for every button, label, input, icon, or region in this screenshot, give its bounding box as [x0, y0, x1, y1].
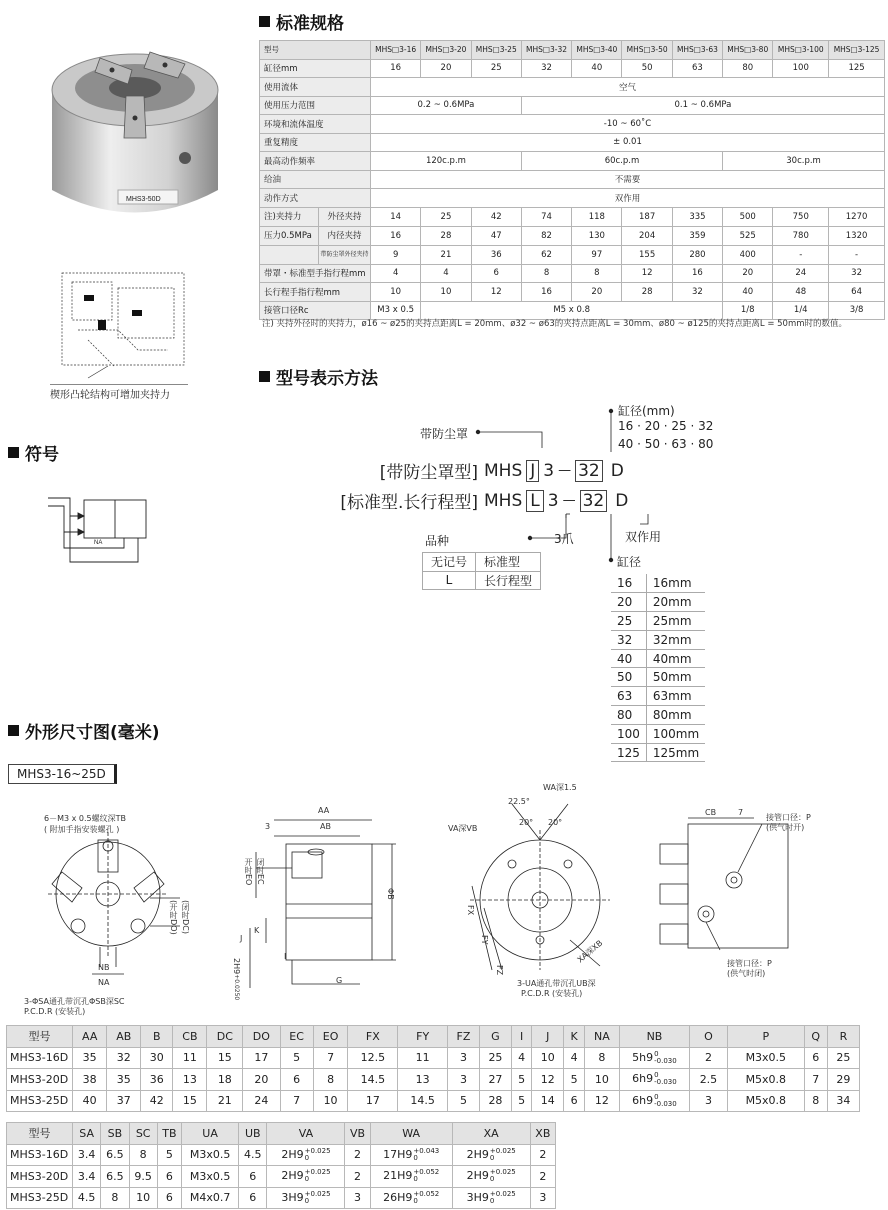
spec-row-bore: 缸径mm 16 20 25 32 40 50 63 80 100 125 — [260, 59, 885, 78]
label-m3-note: ( 附加手指安装螺孔 ) — [44, 825, 120, 834]
label-h9: 2H9+0.0250 — [232, 958, 241, 1001]
label-ab: AB — [320, 822, 331, 831]
section-model-code-heading: 型号表示方法 — [259, 364, 378, 389]
variety-row: L 长行程型 — [423, 571, 541, 590]
spec-header-row: 型号 MHS□3-16 MHS□3-20 MHS□3-25 MHS□3-32 MHS□3-40 MHS□3-50 MHS□3-63 MHS□3-80 MHS□3-100 MHS□3-125 — [260, 41, 885, 60]
label-ec: 闭时EC — [256, 858, 265, 885]
spec-row-temperature: 环境和流体温度 -10 ~ 60˚C — [260, 115, 885, 134]
label-deg-20-b: 20° — [548, 818, 563, 827]
spec-row-stroke-long: 长行程手指行程mm 10 10 12 16 20 28 32 40 48 64 — [260, 283, 885, 302]
section-spec-heading: 标准规格 — [259, 9, 344, 34]
label-sa: 3-ΦSA通孔带沉孔ΦSB深SC — [24, 997, 125, 1006]
spec-row-force-dust: 带防尘罩外径夹持 9 21 36 62 97 155 280 400 - - — [260, 245, 885, 264]
table-row: MHS3-25D 40 37 42 15 21 24 7 10 17 14.5 5 28 5 14 6 12 6h9 0 -0.030 3 M5x0.8 8 34 — [7, 1090, 860, 1112]
dimension-table-1-header: 型号 AA AB B CB DC DO EC EO FX FY FZ G I J K NA NB O P Q R — [7, 1026, 860, 1048]
bore-row: 32 32mm — [611, 630, 705, 649]
section-dimensions-heading: 外形尺寸图(毫米) — [8, 718, 160, 743]
spec-row-fluid: 使用流体 空气 — [260, 78, 885, 97]
bore-row: 25 25mm — [611, 612, 705, 631]
bore-row: 125 125mm — [611, 743, 705, 762]
dimension-table-2 — [6, 1122, 556, 1209]
table-row: MHS3-16D 35 32 30 11 15 17 5 7 12.5 11 3 25 4 10 4 8 5h9 0 -0.030 2 M3x0.5 6 25 — [7, 1047, 860, 1069]
label-na: NA — [98, 978, 110, 987]
section-symbol-heading: 符号 — [8, 440, 59, 465]
product-photo — [40, 30, 230, 230]
table-row: MHS3-16D 3.4 6.5 8 5 M3x0.5 4.5 2H9 +0.025 0 2 17H9 +0.043 0 2H9 +0.025 0 2 — [7, 1144, 556, 1166]
label-phib: ΦB — [386, 888, 395, 900]
model-code-bore-label: 缸径 — [617, 555, 642, 569]
model-code-double-acting: 双作用 — [625, 530, 662, 544]
label-pcdr-2: P.C.D.R (安装孔) — [521, 989, 583, 998]
table-row: MHS3-20D 38 35 36 13 18 20 6 8 14.5 13 3 27 5 12 5 10 6h9 0 -0.030 2.5 M5x0.8 7 29 — [7, 1069, 860, 1091]
label-k: K — [254, 926, 260, 935]
spec-row-frequency: 最高动作频率 120c.p.m 60c.p.m 30c.p.m — [260, 152, 885, 171]
label-deg-22-5: 22.5° — [508, 797, 530, 806]
dimension-table-1 — [6, 1025, 860, 1112]
spec-row-repeatability: 重复精度 ± 0.01 — [260, 133, 885, 152]
label-va: VA深VB — [448, 824, 478, 833]
bore-row: 80 80mm — [611, 706, 705, 725]
bore-row: 20 20mm — [611, 593, 705, 612]
label-fx: FX — [466, 905, 475, 916]
model-code-line-2: [标准型.长行程型] MHS L 3 — 32 D — [340, 490, 629, 513]
drawing-tab: MHS3-16~25D — [8, 764, 117, 784]
spec-row-pressure: 使用压力范围 0.2 ~ 0.6MPa 0.1 ~ 0.6MPa — [260, 96, 885, 115]
label-m3: 6－M3 x 0.5螺纹深TB — [44, 814, 126, 823]
spec-row-port: 接管口径Rc M3 x 0.5 M5 x 0.8 1/8 1/4 3/8 — [260, 301, 885, 320]
wedge-cam-diagram — [58, 270, 193, 382]
model-code-variety-label: 品种 — [425, 534, 450, 548]
bore-row: 50 50mm — [611, 668, 705, 687]
bottom-view-drawing — [450, 790, 620, 990]
bore-row: 40 40mm — [611, 649, 705, 668]
spec-row-stroke-standard: 带罩・标准型手指行程mm 4 4 6 8 8 12 16 20 24 32 — [260, 264, 885, 283]
spec-row-force-internal: 压力0.5MPa 内径夹持 16 28 47 82 130 204 359 525 780 1320 — [260, 226, 885, 245]
table-row: MHS3-20D 3.4 6.5 9.5 6 M3x0.5 6 2H9 +0.025 0 2 21H9 +0.052 0 2H9 +0.025 0 2 — [7, 1166, 556, 1188]
bore-row: 100 100mm — [611, 724, 705, 743]
label-eo: 开时EO — [244, 858, 253, 886]
model-code-bore-heading: 缸径(mm) — [618, 404, 675, 418]
label-port-close: 接管口径：P — [727, 959, 772, 968]
bore-row: 16 16mm — [611, 574, 705, 593]
label-j: J — [240, 934, 243, 943]
label-wa: WA深1.5 — [543, 783, 577, 792]
dimension-table-2-header: 型号 SA SB SC TB UA UB VA VB WA XA XB — [7, 1123, 556, 1145]
variety-row: 无记号 标准型 — [423, 553, 541, 572]
model-code-line-1: [带防尘罩型] MHS J 3 — 32 D — [379, 460, 624, 483]
model-code-dust-cover-label: 带防尘罩 — [420, 427, 469, 441]
label-seven: 7 — [738, 808, 744, 817]
label-g: G — [336, 976, 343, 985]
model-code-bore-list-2: 40 · 50 · 63 · 80 — [618, 437, 714, 451]
label-open-do: (开时DO) — [169, 900, 178, 935]
label-xa: XA深XB — [575, 938, 605, 965]
label-deg-20-a: 20° — [519, 818, 534, 827]
bore-table — [611, 574, 705, 762]
label-port-open: 接管口径：P — [766, 813, 811, 822]
label-i: I — [284, 952, 287, 961]
model-code-three-jaw: 3爪 — [554, 532, 574, 546]
pneumatic-symbol — [38, 486, 158, 572]
spec-row-lubrication: 给油 不需要 — [260, 170, 885, 189]
spec-note: 注) 夹持外径时的夹持力，ø16 ~ ø25的夹持点距离L = 20mm、ø32 ~ ø63的夹持点距离L = 30mm、ø80 ~ ø125的夹持点距离L = 50mm时的数值。 — [262, 319, 848, 329]
bore-row: 63 63mm — [611, 687, 705, 706]
model-code-bore-list-1: 16 · 20 · 25 · 32 — [618, 419, 714, 433]
product-nameplate: MHS3-50D — [126, 196, 161, 203]
label-close-dc: (闭时DC) — [181, 900, 190, 934]
wedge-caption: 楔形凸轮结构可增加夹持力 — [50, 384, 188, 401]
label-fz: FZ — [495, 965, 504, 976]
label-port-open-2: (供气时开) — [766, 823, 805, 832]
label-port-close-2: (供气时闭) — [727, 969, 766, 978]
variety-table — [422, 552, 541, 590]
label-nb: NB — [98, 963, 110, 972]
spec-row-action: 动作方式 双作用 — [260, 189, 885, 208]
label-fy: FY — [480, 935, 489, 945]
spec-table — [259, 40, 885, 320]
label-cb: CB — [705, 808, 717, 817]
label-ua: 3-UA通孔带沉孔UB深 — [517, 979, 596, 988]
spec-row-force-external: 注)夹持力 外径夹持 14 25 42 74 118 187 335 500 750 1270 — [260, 207, 885, 226]
side-view-drawing — [236, 808, 416, 1008]
label-pcdr-1: P.C.D.R (安装孔) — [24, 1007, 86, 1016]
svg-text:NA: NA — [94, 540, 103, 546]
table-row: MHS3-25D 4.5 8 10 6 M4x0.7 6 3H9 +0.025 0 3 26H9 +0.052 0 3H9 +0.025 0 3 — [7, 1187, 556, 1209]
label-aa: AA — [318, 806, 330, 815]
label-three: 3 — [265, 822, 271, 831]
